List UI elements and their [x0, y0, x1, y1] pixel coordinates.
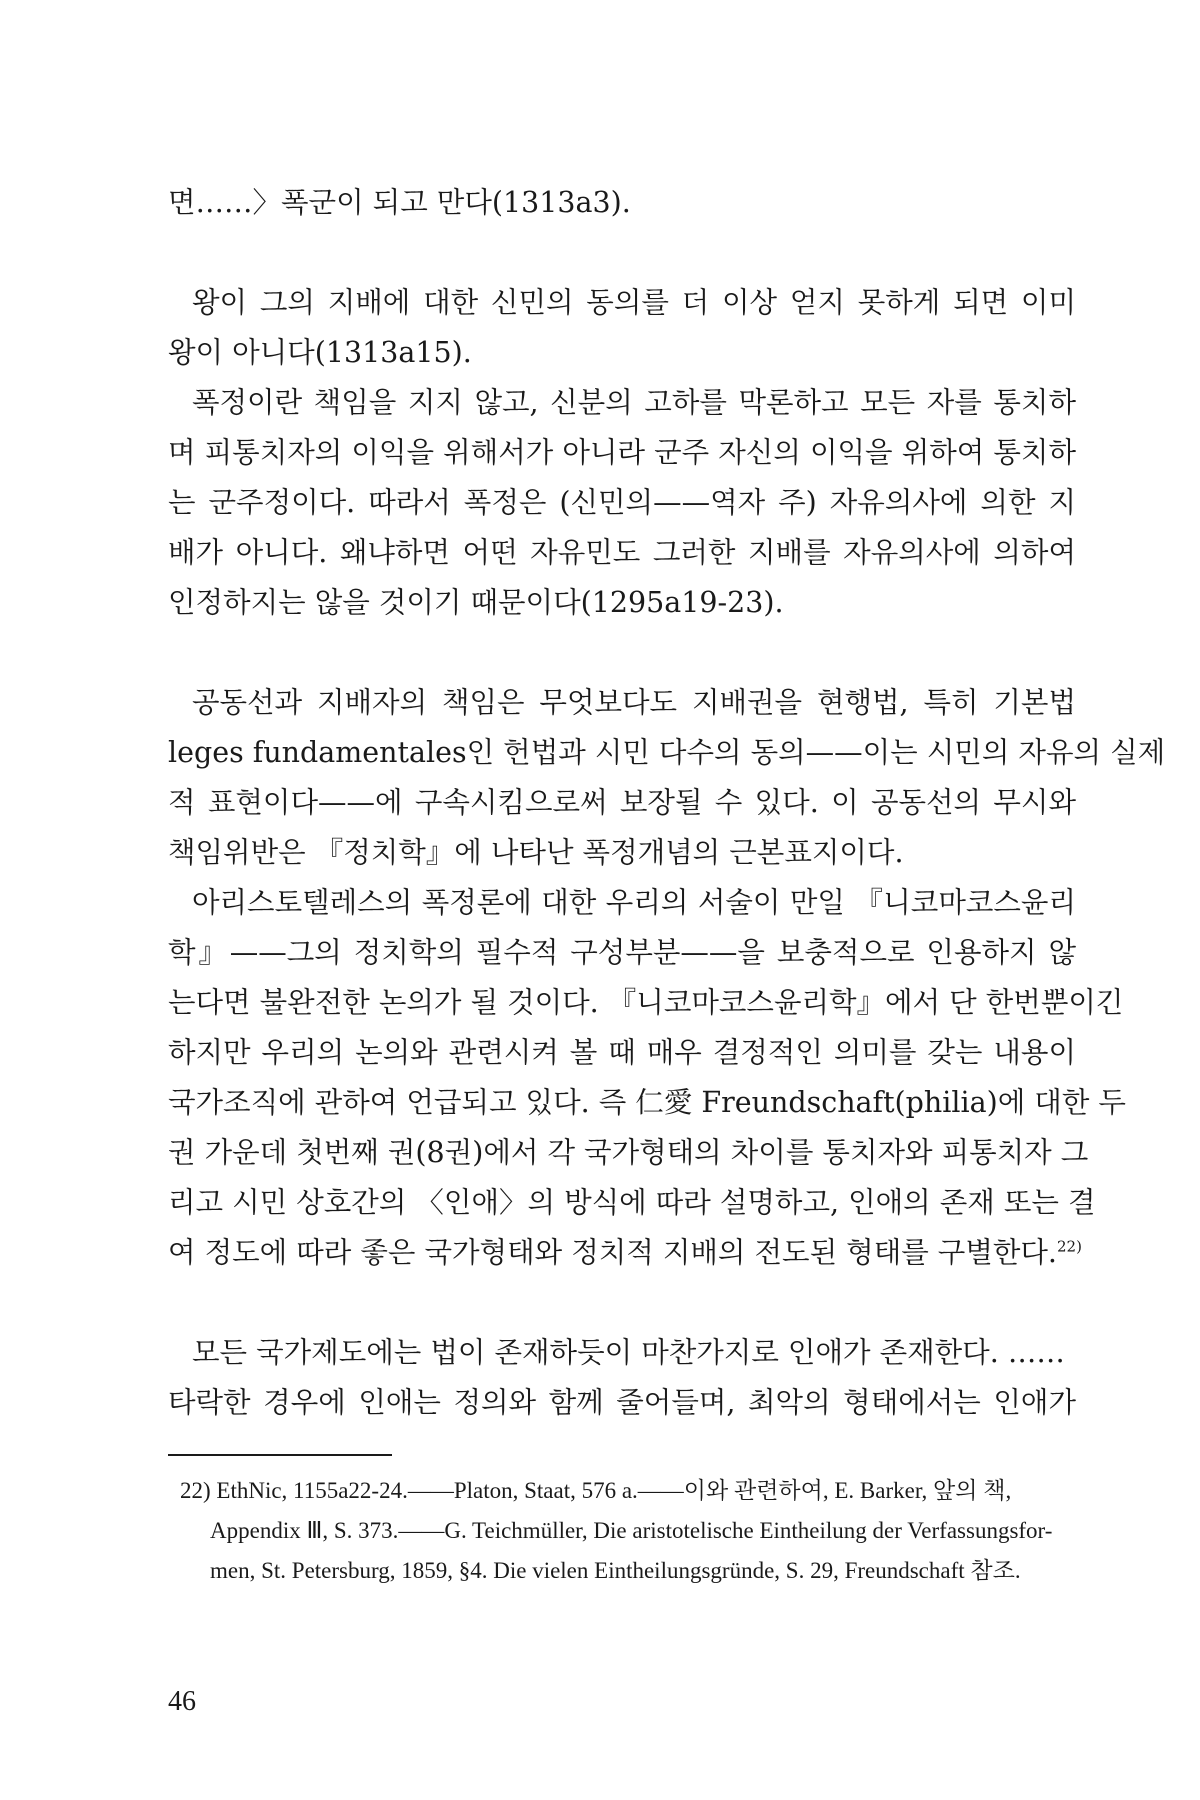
- footnote-line-3: men, St. Petersburg, 1859, §4. Die vielen Eintheilungsgründe, S. 29, Freundschaft 참조.: [210, 1558, 1021, 1583]
- paragraph-line-5: 아리스토텔레스의 폭정론에 대한 우리의 서술이 만일 『니코마코스윤리: [192, 886, 1076, 919]
- paragraph-line-8: 하지만 우리의 논의와 관련시켜 볼 때 매우 결정적인 의미를 갖는 내용이: [168, 1036, 1076, 1069]
- quote-line-8: 모든 국가제도에는 법이 존재하듯이 마찬가지로 인애가 존재한다. ……: [192, 1336, 1065, 1369]
- quote-line-9: 타락한 경우에 인애는 정의와 함께 줄어들며, 최악의 형태에서는 인애가: [168, 1386, 1076, 1419]
- text-line-1: 면……〉폭군이 되고 만다(1313a3).: [168, 186, 631, 219]
- paragraph-line-3: 적 표현이다——에 구속시킴으로써 보장될 수 있다. 이 공동선의 무시와: [168, 786, 1076, 819]
- footnote-line-1: 22) EthNic, 1155a22-24.——Platon, Staat, 576 a.——이와 관련하여, E. Barker, 앞의 책,: [180, 1478, 1012, 1503]
- quote-line-1: 왕이 그의 지배에 대한 신민의 동의를 더 이상 얻지 못하게 되면 이미: [192, 286, 1076, 319]
- paragraph-line-12-text: 여 정도에 따라 좋은 국가형태와 정치적 지배의 전도된 형태를 구별한다.: [168, 1236, 1057, 1269]
- paragraph-line-6: 학』——그의 정치학의 필수적 구성부분——을 보충적으로 인용하지 않: [168, 936, 1076, 969]
- quote-line-3: 폭정이란 책임을 지지 않고, 신분의 고하를 막론하고 모든 자를 통치하: [192, 386, 1076, 419]
- quote-line-7: 인정하지는 않을 것이기 때문이다(1295a19-23).: [168, 586, 784, 619]
- page-number: 46: [168, 1686, 196, 1717]
- footnote-reference: 22): [1057, 1237, 1082, 1256]
- paragraph-line-2: leges fundamentales인 헌법과 시민 다수의 동의——이는 시민의 자유의 실제: [168, 736, 1166, 769]
- paragraph-line-12: [168, 1236, 1082, 1270]
- paragraph-line-7: 는다면 불완전한 논의가 될 것이다. 『니코마코스윤리학』에서 단 한번뿐이긴: [168, 986, 1124, 1019]
- quote-line-6: 배가 아니다. 왜냐하면 어떤 자유민도 그러한 지배를 자유의사에 의하여: [168, 536, 1076, 569]
- paragraph-line-10: 권 가운데 첫번째 권(8권)에서 각 국가형태의 차이를 통치자와 피통치자 그: [168, 1136, 1089, 1169]
- paragraph-line-1: 공동선과 지배자의 책임은 무엇보다도 지배권을 현행법, 특히 기본법: [192, 686, 1076, 719]
- footnote-line-2: Appendix Ⅲ, S. 373.——G. Teichmüller, Die aristotelische Eintheilung der Verfassungsfor-: [210, 1518, 1053, 1543]
- paragraph-line-11: 리고 시민 상호간의 〈인애〉의 방식에 따라 설명하고, 인애의 존재 또는 결: [168, 1186, 1096, 1219]
- quote-line-5: 는 군주정이다. 따라서 폭정은 (신민의——역자 주) 자유의사에 의한 지: [168, 486, 1076, 519]
- paragraph-line-9: 국가조직에 관하여 언급되고 있다. 즉 仁愛 Freundschaft(philia)에 대한 두: [168, 1086, 1126, 1119]
- quote-line-2: 왕이 아니다(1313a15).: [168, 336, 472, 369]
- footnote-separator: [168, 1454, 392, 1456]
- quote-line-4: 며 피통치자의 이익을 위해서가 아니라 군주 자신의 이익을 위하여 통치하: [168, 436, 1076, 469]
- paragraph-line-4: 책임위반은 『정치학』에 나타난 폭정개념의 근본표지이다.: [168, 836, 904, 869]
